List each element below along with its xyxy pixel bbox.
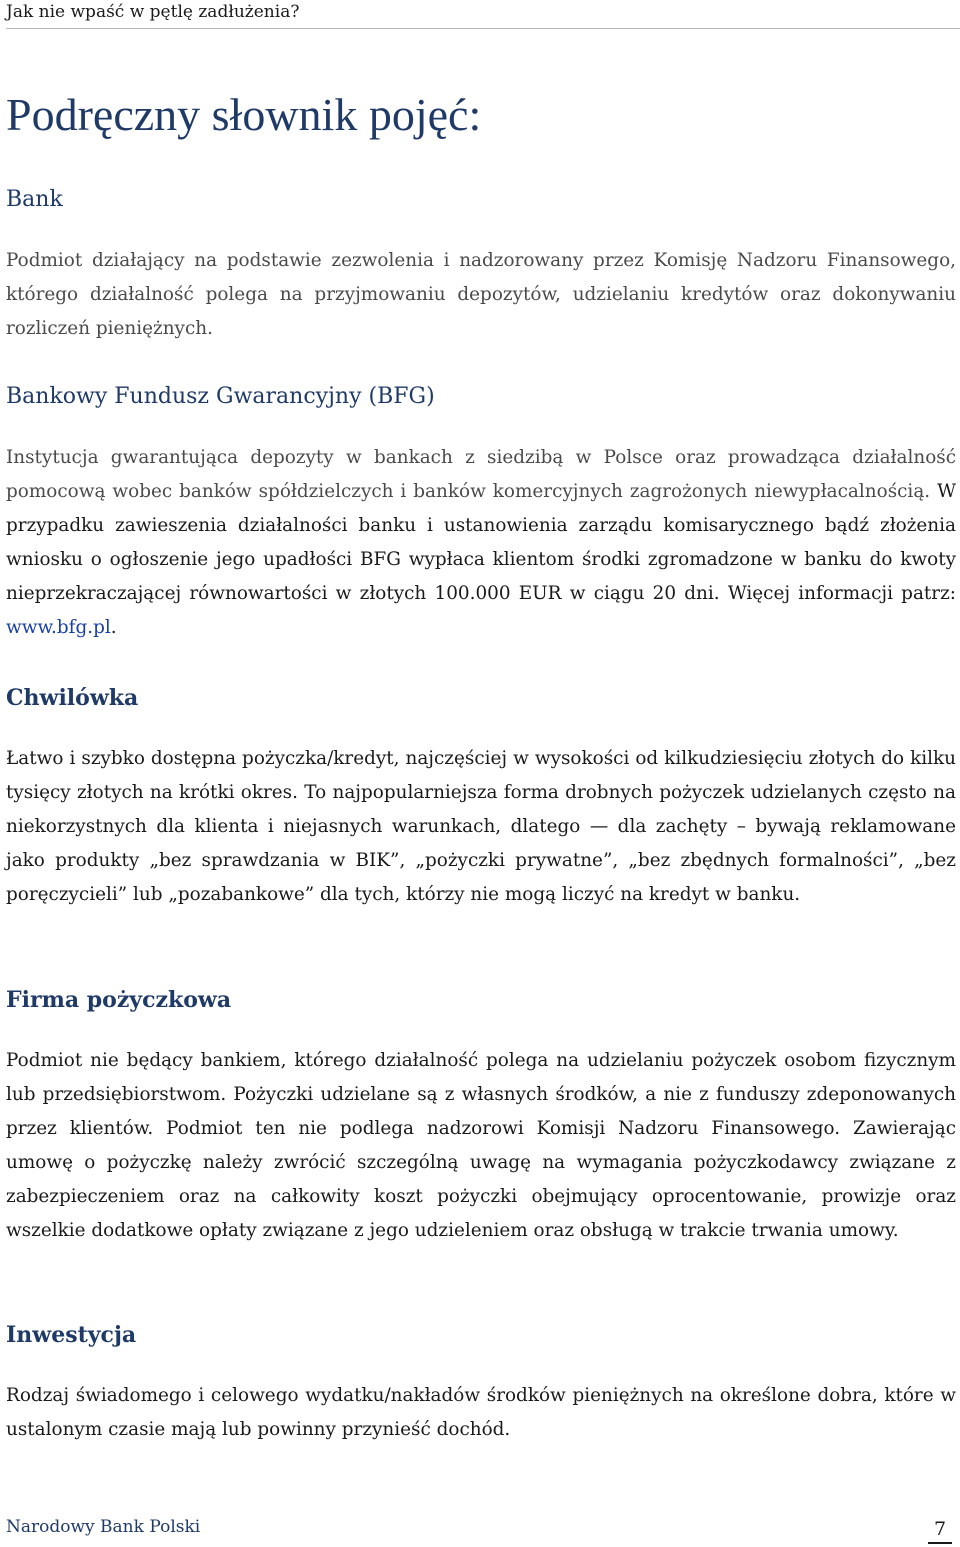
- term-heading: Chwilówka: [6, 685, 139, 711]
- term-definition: Łatwo i szybko dostępna pożyczka/kredyt, najczęściej w wysokości od kilkudziesięciu złotych do kilku tysięcy złotych na krótki okres. To najpopularniejsza forma drobnych pożyczek udzielanych często na niekorzystnych dla klienta i niejasnych warunkach, dlatego — dla zachęty – bywają reklamowane jako produkty „bez sprawdzania w BIK”, „pożyczki prywatne”, „bez zbędnych formalności”, „bez poręczycieli” lub „pozabankowe” dla tych, którzy nie mogą liczyć na kredyt w banku.: [6, 748, 956, 905]
- entry-inwestycja: [6, 1321, 956, 1447]
- term-heading: Bankowy Fundusz Gwarancyjny (BFG): [6, 384, 435, 409]
- term-definition: Podmiot działający na podstawie zezwolenia i nadzorowany przez Komisję Nadzoru Finansowego, którego działalność polega na przyjmowaniu depozytów, udzielaniu kredytów oraz dokonywaniu rozliczeń pieniężnych.: [6, 250, 956, 339]
- definition-text: Instytucja gwarantująca depozyty w bankach z siedzibą w Polsce oraz prowadząca działalność pomocową wobec banków spółdzielczych i banków komercyjnych zagrożonych niewypłacalnością.: [6, 447, 956, 502]
- running-header: [6, 0, 960, 29]
- entry-bfg: [6, 383, 956, 645]
- bfg-link[interactable]: www.bfg.pl: [6, 617, 111, 638]
- term-heading: Bank: [6, 187, 63, 212]
- definition-text: .: [110, 617, 117, 638]
- page-number: 7: [928, 1516, 952, 1544]
- term-definition: [6, 441, 956, 645]
- term-definition: Podmiot nie będący bankiem, którego działalność polega na udzielaniu pożyczek osobom fizycznym lub przedsiębiorstwom. Pożyczki udzielane są z własnych środków, a nie z funduszy zdeponowanych przez klientów. Podmiot ten nie podlega nadzorowi Komisji Nadzoru Finansowego. Zawierając umowę o pożyczkę należy zwrócić szczególną uwagę na wymagania pożyczkodawcy związane z zabezpieczeniem oraz na całkowity koszt pożyczki obejmujący oprocentowanie, prowizje oraz wszelkie dodatkowe opłaty związane z jego udzieleniem oraz obsługą w trakcie trwania umowy.: [6, 1050, 956, 1241]
- running-header-title: Jak nie wpaść w pętlę zadłużenia?: [6, 2, 300, 22]
- term-heading: Inwestycja: [6, 1322, 137, 1348]
- definition-text: W przypadku zawieszenia działalności banku i ustanowienia zarządu komisarycznego bądź złożenia wniosku o ogłoszenie jego upadłości BFG wypłaca klientom środki zgromadzone w banku do kwoty nieprzekraczającej równowartości w złotych 100.000 EUR w ciągu 20 dni. Więcej informacji patrz:: [6, 481, 956, 604]
- term-definition: Rodzaj świadomego i celowego wydatku/nakładów środków pieniężnych na określone dobra, które w ustalonym czasie mają lub powinny przynieść dochód.: [6, 1385, 956, 1440]
- entry-firma-pozyczkowa: [6, 986, 956, 1248]
- footer-publisher: Narodowy Bank Polski: [6, 1517, 201, 1537]
- entry-chwilowka: [6, 684, 956, 912]
- page-title: Podręczny słownik pojęć:: [6, 89, 482, 140]
- entry-bank: [6, 186, 956, 346]
- term-heading: Firma pożyczkowa: [6, 987, 232, 1013]
